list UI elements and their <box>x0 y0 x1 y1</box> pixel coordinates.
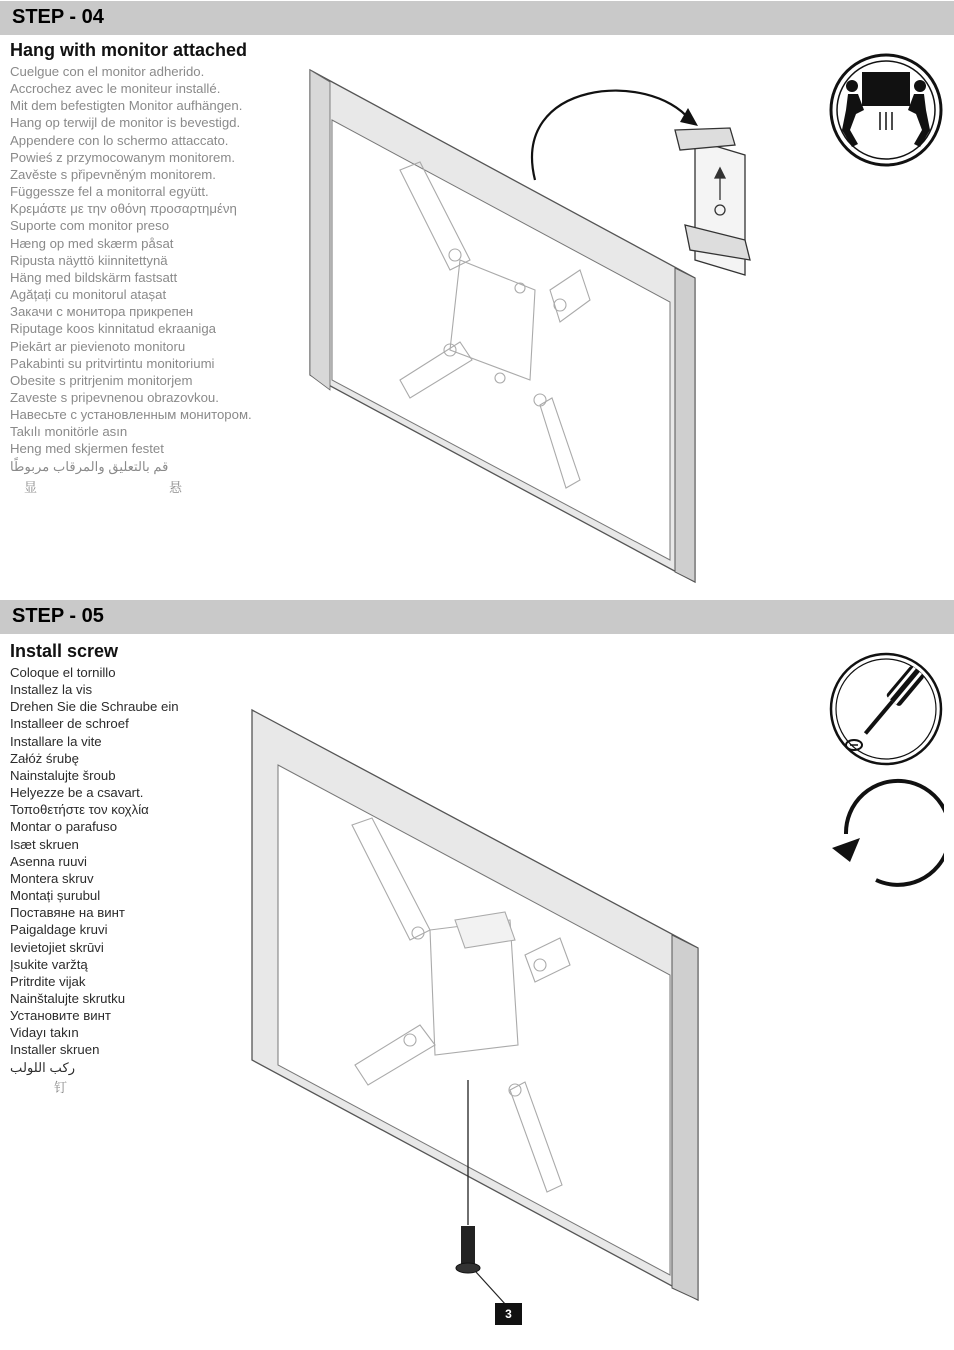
translation-line: Appendere con lo schermo attaccato. <box>10 132 229 148</box>
translation-line: Helyezze be a csavart. <box>10 785 144 801</box>
translation-line: Powieś z przymocowanym monitorem. <box>10 149 235 165</box>
translation-line: Häng med bildskärm fastsatt <box>10 269 178 285</box>
screw <box>456 1226 480 1273</box>
wall-bracket <box>675 128 750 275</box>
translation-line: Cuelgue con el monitor adherido. <box>10 64 205 79</box>
translation-line: Vidayı takın <box>10 1025 79 1041</box>
translation-line: Accrochez avec le moniteur installé. <box>10 81 221 97</box>
translation-line: Ievietojiet skrūvi <box>10 939 104 955</box>
step-05-header: STEP - 05 <box>12 605 104 627</box>
step-04-header-band <box>0 1 954 35</box>
step-04-illustration <box>290 60 770 590</box>
translation-line: Pakabinti su pritvirtintu monitoriumi <box>10 355 215 371</box>
translation-line: Installare la vite <box>10 733 102 749</box>
monitor-frame <box>310 70 695 582</box>
part-number-badge: 3 <box>495 1303 522 1325</box>
translation-line: قم بالتعليق والمرقاب مربوطًا <box>10 458 169 474</box>
translation-line: Agățați cu monitorul atașat <box>10 287 167 303</box>
translation-line: Drehen Sie die Schraube ein <box>10 699 179 715</box>
translation-line: Obesite s pritrjenim monitorjem <box>10 372 193 388</box>
translation-line: Paigaldage kruvi <box>10 922 108 938</box>
translation-line: Ripusta näyttö kiinnitettynä <box>10 252 168 268</box>
translation-line: Τοποθετήστε τον κοχλία <box>10 802 149 818</box>
translation-line: Isæt skruen <box>10 836 79 852</box>
translation-line: Поставяне на винт <box>10 905 125 921</box>
two-person-lift-icon <box>828 52 944 168</box>
step-05-cjk-text: 钉 <box>54 1081 68 1096</box>
translation-line: Nainštalujte skrutku <box>10 990 126 1006</box>
translation-line: Κρεμάστε με την οθόνη προσαρτημένη <box>10 201 237 217</box>
step-05-illustration <box>240 690 720 1310</box>
monitor-frame <box>252 710 698 1300</box>
translation-line: Installer skruen <box>10 1042 100 1058</box>
translation-line: Heng med skjermen festet <box>10 441 164 457</box>
translation-line: Asenna ruuvi <box>10 853 87 869</box>
translation-line: Montera skruv <box>10 870 94 886</box>
screwdriver-icon <box>828 651 944 767</box>
hang-direction-arrow <box>532 91 690 180</box>
translation-line: Załóż śrubę <box>10 750 79 766</box>
step-05-translation-list <box>10 664 179 1076</box>
step-04-cjk-text-1: 显 <box>24 481 38 496</box>
translation-line: Įsukite varžtą <box>10 956 88 972</box>
part-callout-line <box>476 1272 506 1305</box>
translation-line: Zaveste s pripevnenou obrazovkou. <box>10 389 219 405</box>
translation-line: Montar o parafuso <box>10 819 118 835</box>
translation-line: Mit dem befestigten Monitor aufhängen. <box>10 98 243 114</box>
translation-line: Riputage koos kinnitatud ekraaniga <box>10 321 217 337</box>
translation-line: Takılı monitörle asın <box>10 424 128 440</box>
translation-line: Installez la vis <box>10 682 93 698</box>
translation-line: Закачи с монитора прикрепен <box>10 304 194 320</box>
translation-line: Suporte com monitor preso <box>10 218 170 234</box>
translation-line: Навесьте с установленным монитором. <box>10 407 252 423</box>
translation-line: Zavěste s připevněným monitorem. <box>10 166 216 182</box>
step-04-cjk-text-2: 悬 <box>169 481 183 496</box>
translation-line: Piekārt ar pievienoto monitoru <box>10 338 186 354</box>
translation-line: Pritrdite vijak <box>10 973 86 989</box>
translation-line: Hang op terwijl de monitor is bevestigd. <box>10 115 241 131</box>
step-05-header-band <box>0 600 954 634</box>
translation-line: ركب اللولب <box>10 1059 76 1075</box>
step-04-header: STEP - 04 <box>12 6 104 28</box>
translation-line: Установите винт <box>10 1008 111 1024</box>
translation-line: Montați șurubul <box>10 888 101 904</box>
rotate-counterclockwise-icon <box>828 778 944 890</box>
step-04-translation-list <box>10 63 252 475</box>
step-04-title: Hang with monitor attached <box>10 40 248 60</box>
translation-line: Hæng op med skærm påsat <box>10 235 174 251</box>
step-05-title: Install screw <box>10 641 119 661</box>
translation-line: Nainstalujte šroub <box>10 767 116 783</box>
translation-line: Függessze fel a monitorral együtt. <box>10 184 209 200</box>
translation-line: Installeer de schroef <box>10 716 129 732</box>
translation-line: Coloque el tornillo <box>10 665 116 680</box>
